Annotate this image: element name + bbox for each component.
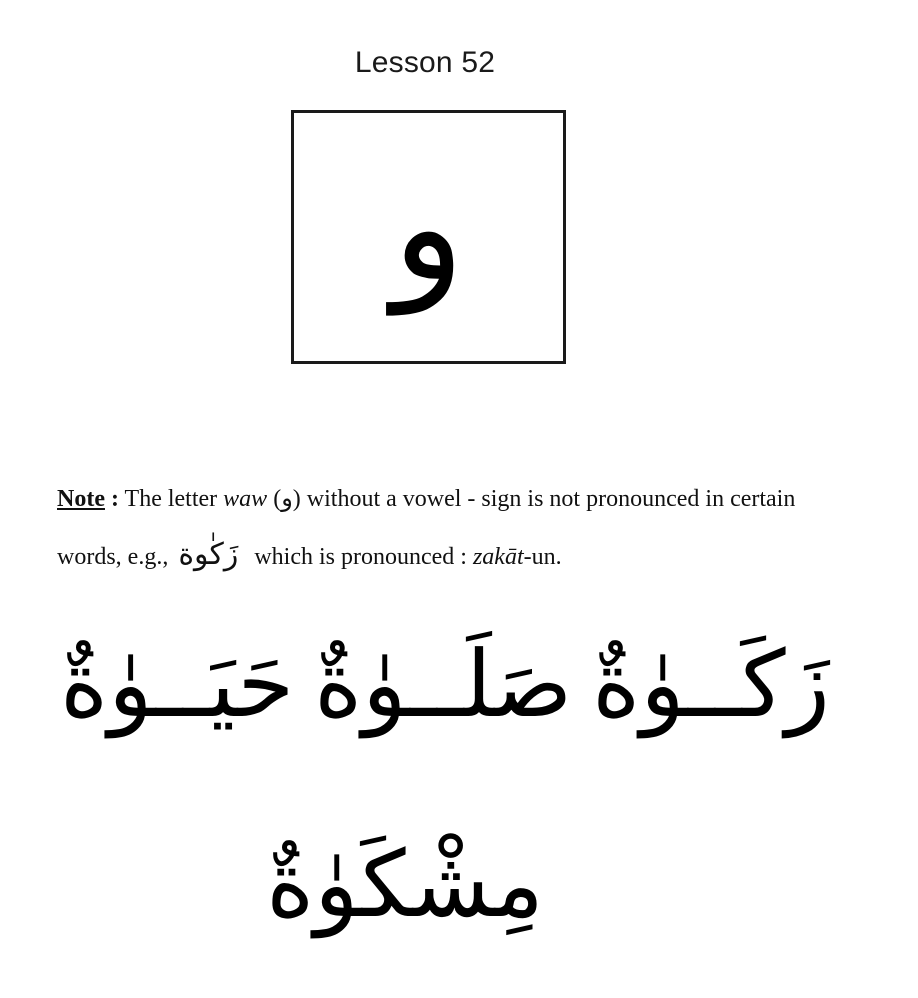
example-word-hayat: حَيَــوٰةٌ [60,631,295,738]
example-words [50,615,840,955]
pronunciation-suffix: -un. [523,544,562,570]
example-word-mishkat: مِشْكَوٰةٌ [266,831,544,938]
note-label: Note [57,486,105,512]
letter-name: waw [223,486,268,512]
lesson-title: Lesson 52 [354,46,496,79]
pronunciation: zakāt [472,544,524,570]
paren-open: ( [267,486,282,512]
note-text-1: The letter [118,486,224,512]
paren-close: ) [292,486,301,512]
note-colon: : [104,486,119,512]
letter-box [291,110,566,364]
letter-arabic-inline: و [281,484,293,512]
note-text-2: without a vowel - sign is not pronounced in certain words, e.g., [57,486,796,570]
example-word-zakat: زَكَــوٰةٌ [592,631,830,738]
example-word-salat: صَلَــوٰةٌ [314,631,573,738]
example-row-2 [50,815,840,955]
featured-letter: و [392,141,465,315]
note-paragraph [57,470,847,585]
note-text-3: which is pronounced : [248,544,473,570]
example-row-1 [50,615,840,755]
example-arabic-inline: زَكٰوة [178,537,239,572]
